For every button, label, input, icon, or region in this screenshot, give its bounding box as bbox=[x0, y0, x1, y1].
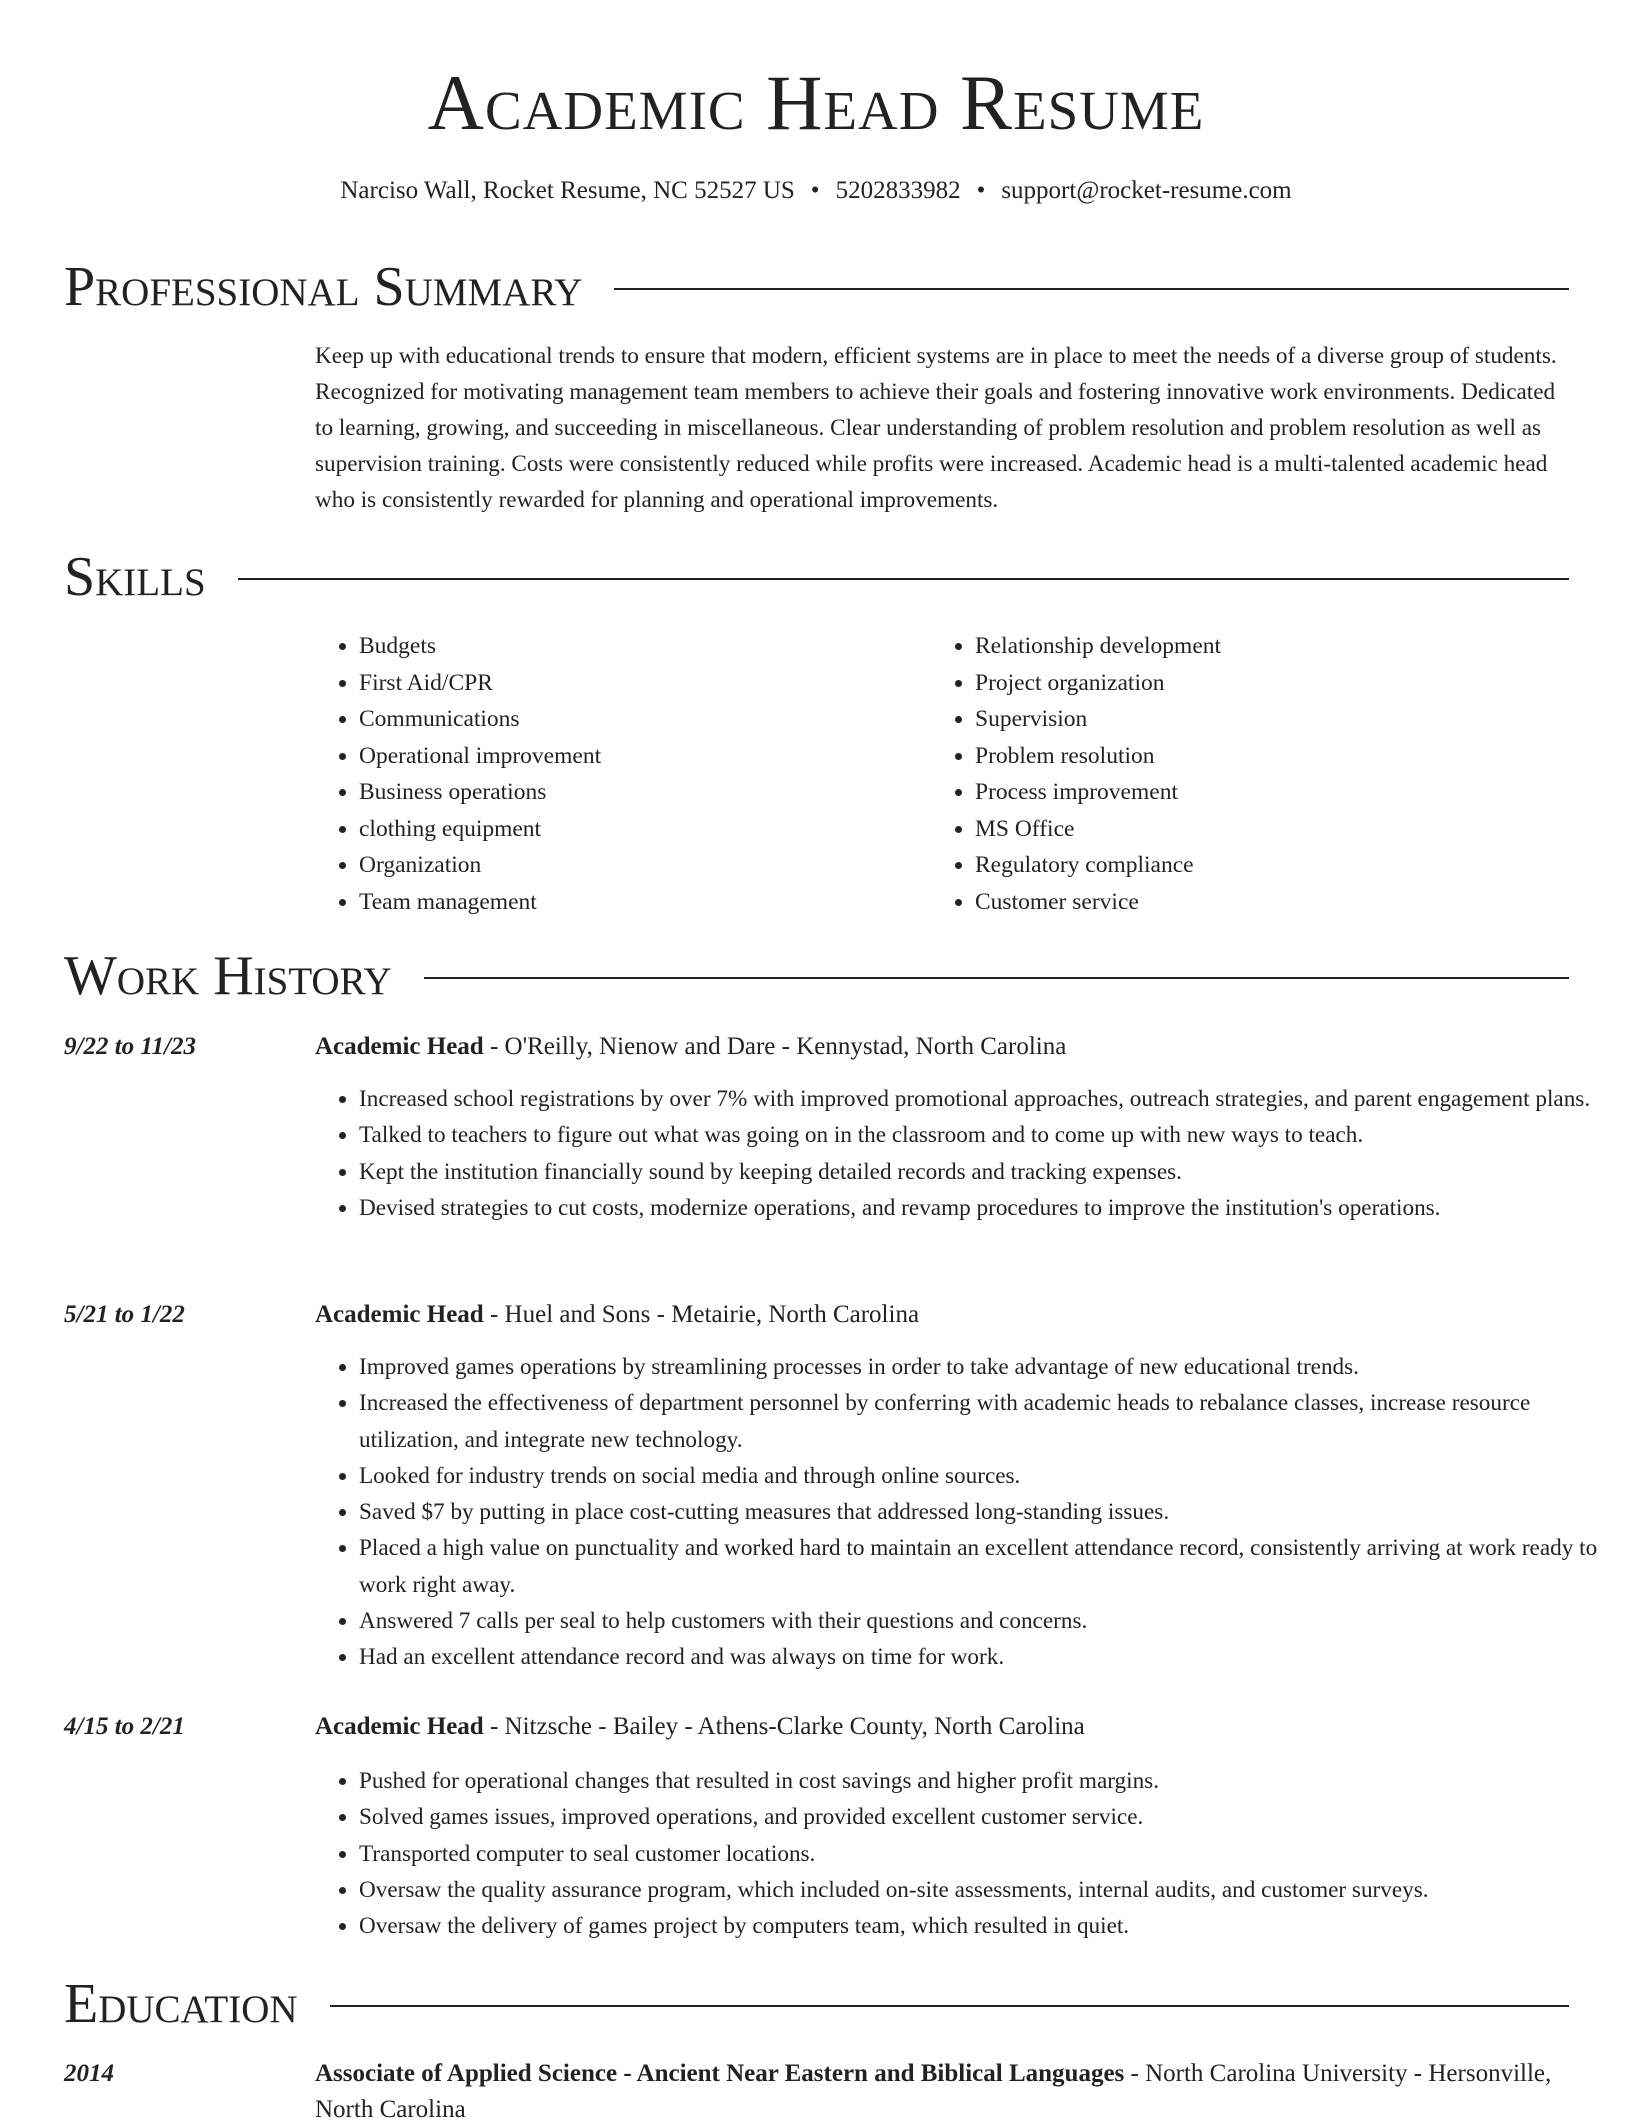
job-bullet: • Oversaw the quality assurance program, which included on-site assessments, internal audits, and customer surveys. bbox=[359, 1872, 1614, 1908]
job-employer: - O'Reilly, Nienow and Dare - Kennystad, North Carolina bbox=[483, 1033, 1067, 1060]
job-bullet: • Increased school registrations by over 7% with improved promotional approaches, outreach strategies, and parent engagement plans. bbox=[359, 1081, 1614, 1117]
job-bullets bbox=[315, 1349, 1614, 1676]
skill-item: • Supervision bbox=[975, 701, 1221, 738]
skill-item: • Relationship development bbox=[975, 628, 1221, 665]
job-bullet: • Transported computer to seal customer locations. bbox=[359, 1836, 1614, 1872]
skills-list-right bbox=[931, 628, 1221, 920]
skill-item: • Project organization bbox=[975, 665, 1221, 702]
skill-item: • Organization bbox=[359, 847, 601, 884]
page-title: Academic Head Resume bbox=[427, 59, 1205, 146]
summary-heading: Professional Summary bbox=[64, 256, 583, 318]
education-school: - North Carolina University - Hersonville, North Carolina bbox=[315, 2060, 1552, 2123]
skills-list-left bbox=[315, 628, 601, 920]
job-bullet: • Kept the institution financially sound by keeping detailed records and tracking expenses. bbox=[359, 1154, 1614, 1190]
education-section-header bbox=[64, 1972, 1569, 2036]
job-title-line bbox=[315, 1709, 1570, 1745]
contact-separator: • bbox=[810, 177, 820, 204]
skill-item: • Operational improvement bbox=[359, 738, 601, 775]
job-bullet: • Talked to teachers to figure out what was going on in the classroom and to come up with new ways to teach. bbox=[359, 1117, 1614, 1153]
education-entry bbox=[315, 2056, 1570, 2128]
job-bullet: • Improved games operations by streamlining processes in order to take advantage of new educational trends. bbox=[359, 1349, 1614, 1385]
contact-address: Narciso Wall, Rocket Resume, NC 52527 US bbox=[340, 177, 795, 204]
work-heading: Work History bbox=[64, 945, 392, 1007]
contact-line bbox=[0, 174, 1632, 208]
job-title: Academic Head bbox=[315, 1301, 484, 1328]
job-bullet: • Pushed for operational changes that resulted in cost savings and higher profit margins. bbox=[359, 1763, 1614, 1799]
job-bullet: • Had an excellent attendance record and was always on time for work. bbox=[359, 1639, 1614, 1675]
skill-item: • Team management bbox=[359, 884, 601, 921]
contact-phone: 5202833982 bbox=[835, 177, 961, 204]
work-section-header bbox=[64, 944, 1569, 1008]
education-year: 2014 bbox=[64, 2060, 114, 2087]
education-degree: Associate of Applied Science - Ancient Near Eastern and Biblical Languages bbox=[315, 2060, 1125, 2087]
skill-item: • clothing equipment bbox=[359, 811, 601, 848]
contact-email[interactable]: support@rocket-resume.com bbox=[1001, 177, 1292, 204]
job-dates: 9/22 to 11/23 bbox=[64, 1033, 196, 1060]
job-title-line bbox=[315, 1029, 1570, 1065]
skill-item: • MS Office bbox=[975, 811, 1221, 848]
job-bullet: • Placed a high value on punctuality and worked hard to maintain an excellent attendance record, consistently arriving at work ready to work right away. bbox=[359, 1530, 1614, 1603]
job-title-line bbox=[315, 1297, 1570, 1333]
job-bullets bbox=[315, 1081, 1614, 1226]
contact-separator: • bbox=[976, 177, 986, 204]
summary-text: Keep up with educational trends to ensure that modern, efficient systems are in place to meet the needs of a diverse group of students. Recognized for motivating management team members to achieve their goals and fostering innovative work environments. Dedicated to learning, growing, and succeeding in miscellaneous. Clear understanding of problem resolution and problem resolution as well as supervision training. Costs were consistently reduced while profits were increased. Academic head is a multi-talented academic head who is consistently rewarded for planning and operational improvements. bbox=[315, 343, 1557, 513]
skill-item: • First Aid/CPR bbox=[359, 665, 601, 702]
skill-item: • Regulatory compliance bbox=[975, 847, 1221, 884]
job-bullet: • Increased the effectiveness of department personnel by conferring with academic heads to rebalance classes, increase resource utilization, and integrate new technology. bbox=[359, 1385, 1614, 1458]
section-divider bbox=[614, 288, 1569, 290]
section-divider bbox=[424, 977, 1569, 979]
job-bullet: • Devised strategies to cut costs, modernize operations, and revamp procedures to improve the institution's operations. bbox=[359, 1190, 1614, 1226]
job-employer: - Nitzsche - Bailey - Athens-Clarke County, North Carolina bbox=[483, 1713, 1085, 1740]
skill-item: • Problem resolution bbox=[975, 738, 1221, 775]
job-dates: 5/21 to 1/22 bbox=[64, 1301, 185, 1328]
skill-item: • Customer service bbox=[975, 884, 1221, 921]
education-heading: Education bbox=[64, 1973, 298, 2035]
job-dates: 4/15 to 2/21 bbox=[64, 1713, 185, 1740]
job-employer: - Huel and Sons - Metairie, North Carolina bbox=[483, 1301, 920, 1328]
job-bullet: • Looked for industry trends on social media and through online sources. bbox=[359, 1458, 1614, 1494]
job-bullet: • Solved games issues, improved operations, and provided excellent customer service. bbox=[359, 1799, 1614, 1835]
skills-heading: Skills bbox=[64, 546, 206, 608]
skill-item: • Communications bbox=[359, 701, 601, 738]
skill-item: • Business operations bbox=[359, 774, 601, 811]
job-bullet: • Answered 7 calls per seal to help customers with their questions and concerns. bbox=[359, 1603, 1614, 1639]
skill-item: • Process improvement bbox=[975, 774, 1221, 811]
section-divider bbox=[330, 2005, 1569, 2007]
job-bullet: • Saved $7 by putting in place cost-cutting measures that addressed long-standing issues. bbox=[359, 1494, 1614, 1530]
job-bullet: • Oversaw the delivery of games project by computers team, which resulted in quiet. bbox=[359, 1908, 1614, 1944]
job-title: Academic Head bbox=[315, 1033, 484, 1060]
section-divider bbox=[238, 578, 1569, 580]
skill-item: • Budgets bbox=[359, 628, 601, 665]
summary-section-header bbox=[64, 255, 1569, 319]
job-title: Academic Head bbox=[315, 1713, 484, 1740]
job-bullets bbox=[315, 1763, 1614, 1944]
skills-section-header bbox=[64, 545, 1569, 609]
